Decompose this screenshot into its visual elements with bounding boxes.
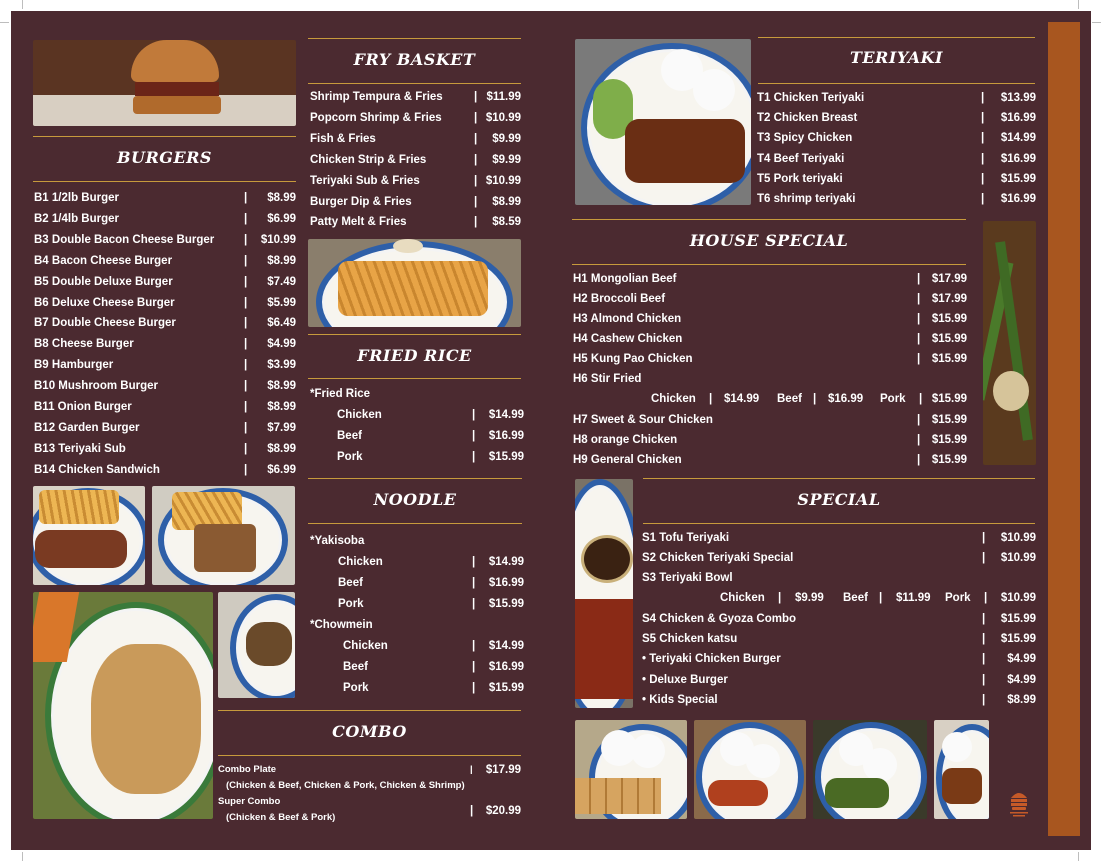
menu-item bbox=[34, 313, 296, 333]
menu-item-price: $10.99 bbox=[485, 111, 521, 124]
menu-item bbox=[310, 447, 524, 467]
menu-item-name: Chicken Strip & Fries bbox=[310, 153, 427, 166]
separator: | bbox=[917, 434, 921, 446]
separator: | bbox=[472, 409, 476, 421]
menu-item-name: Beef bbox=[337, 429, 362, 442]
menu-item bbox=[310, 594, 524, 614]
menu-item bbox=[573, 309, 967, 329]
menu-item bbox=[573, 450, 967, 470]
menu-item bbox=[642, 670, 1036, 690]
fried-rice-photo bbox=[33, 592, 213, 819]
menu-item-name: • Deluxe Burger bbox=[642, 673, 728, 686]
menu-item-price: $9.99 bbox=[492, 153, 521, 166]
menu-item-price: $14.99 bbox=[488, 556, 524, 568]
rice-plate-photo-3 bbox=[813, 720, 927, 819]
menu-item-name: Beef bbox=[338, 576, 363, 589]
menu-item-name: B7 Double Cheese Burger bbox=[34, 317, 176, 330]
menu-item bbox=[34, 230, 296, 250]
separator: | bbox=[981, 132, 985, 145]
menu-item bbox=[310, 171, 521, 191]
noodle-photo bbox=[218, 592, 295, 698]
menu-item-price: $15.99 bbox=[488, 450, 524, 463]
menu-item bbox=[310, 426, 524, 446]
rice-plate-photo-4 bbox=[934, 720, 989, 819]
menu-item-price: $16.99 bbox=[1000, 193, 1036, 205]
separator: | bbox=[917, 414, 921, 426]
menu-item bbox=[34, 397, 296, 417]
menu-item-price: $10.99 bbox=[1000, 552, 1036, 565]
separator: | bbox=[982, 633, 986, 646]
menu-item bbox=[310, 657, 524, 677]
separator: | bbox=[474, 132, 478, 145]
fry-basket-heading: FRY BASKET bbox=[353, 50, 476, 69]
separator: | bbox=[244, 463, 248, 476]
menu-item-name: S2 Chicken Teriyaki Special bbox=[642, 552, 794, 565]
crop-mark bbox=[1092, 22, 1101, 23]
menu-item-name: B4 Bacon Cheese Burger bbox=[34, 254, 173, 267]
separator: | bbox=[472, 450, 476, 463]
separator: | bbox=[472, 597, 476, 610]
menu-item-detail: (Chicken & Beef & Pork) bbox=[226, 812, 336, 823]
menu-item-name: Popcorn Shrimp & Fries bbox=[310, 111, 442, 124]
menu-item-price: $16.99 bbox=[1000, 152, 1036, 165]
separator: | bbox=[982, 552, 986, 565]
menu-item bbox=[310, 405, 524, 425]
menu-item-price: $15.99 bbox=[931, 414, 967, 426]
separator: | bbox=[244, 317, 248, 330]
noodle-heading: NOODLE bbox=[373, 490, 457, 509]
burgers-heading: BURGERS bbox=[117, 148, 212, 167]
menu-item-price: $8.59 bbox=[492, 216, 521, 229]
menu-item: Chicken | $14.99 Beef | $16.99 Pork | $15.99 bbox=[651, 393, 967, 405]
sandwich-fries-photo bbox=[33, 486, 145, 585]
menu-item-price: $7.99 bbox=[267, 421, 296, 434]
menu-item bbox=[34, 334, 296, 354]
menu-item bbox=[34, 439, 296, 459]
menu-item-price: $11.99 bbox=[486, 91, 521, 103]
menu-item-name: B1 1/2lb Burger bbox=[34, 192, 119, 204]
menu-item-name: Teriyaki Sub & Fries bbox=[310, 174, 420, 187]
menu-item-price: $8.99 bbox=[1007, 693, 1036, 706]
separator: | bbox=[244, 442, 248, 455]
menu-item bbox=[310, 129, 521, 149]
separator: | bbox=[917, 353, 921, 365]
separator: | bbox=[244, 421, 248, 434]
menu-item-name: B9 Hamburger bbox=[34, 359, 114, 372]
menu-item-name: Burger Dip & Fries bbox=[310, 195, 412, 208]
menu-item-name: B5 Double Deluxe Burger bbox=[34, 275, 173, 288]
menu-item bbox=[310, 552, 524, 572]
menu-item-name: Pork bbox=[337, 450, 363, 463]
katsu-photo bbox=[575, 479, 633, 708]
menu-item bbox=[642, 649, 1036, 669]
separator: | bbox=[982, 673, 986, 686]
menu-item-name: Chicken bbox=[343, 640, 388, 652]
separator: | bbox=[982, 693, 986, 706]
menu-item-name: • Teriyaki Chicken Burger bbox=[642, 653, 781, 666]
menu-item-name: B3 Double Bacon Cheese Burger bbox=[34, 233, 215, 246]
menu-item-price: $8.99 bbox=[267, 401, 296, 413]
fries-fish-photo bbox=[308, 239, 521, 327]
menu-item-name: T2 Chicken Breast bbox=[757, 112, 858, 125]
menu-item-price: $10.99 bbox=[485, 174, 521, 187]
menu-item-name: B12 Garden Burger bbox=[34, 421, 140, 434]
separator: | bbox=[982, 532, 986, 544]
stir-fry-photo bbox=[983, 221, 1036, 465]
separator: | bbox=[917, 313, 921, 325]
menu-item-name: Beef bbox=[343, 660, 368, 673]
crop-mark bbox=[1078, 0, 1079, 9]
menu-item-price: $4.99 bbox=[1007, 673, 1036, 686]
menu-subheading: *Yakisoba bbox=[310, 535, 365, 547]
separator: | bbox=[244, 233, 248, 246]
separator: | bbox=[982, 613, 986, 625]
menu-item-price: | $20.99 bbox=[470, 805, 521, 817]
menu-item-name: T1 Chicken Teriyaki bbox=[757, 92, 865, 104]
menu-item-name: • Kids Special bbox=[642, 693, 718, 706]
menu-item-name: H5 Kung Pao Chicken bbox=[573, 353, 693, 365]
menu-item bbox=[34, 272, 296, 292]
menu-item bbox=[310, 678, 524, 698]
menu-item-name: T6 shrimp teriyaki bbox=[757, 193, 856, 205]
menu-item-name: B14 Chicken Sandwich bbox=[34, 463, 160, 476]
menu-item-price: $17.99 bbox=[931, 273, 967, 285]
separator: | bbox=[917, 454, 921, 466]
menu-item-price: $15.99 bbox=[488, 597, 524, 610]
menu-item: Super Combo bbox=[218, 796, 281, 807]
menu-subheading: *Fried Rice bbox=[310, 388, 371, 400]
menu-item bbox=[757, 149, 1036, 169]
menu-item-price: $15.99 bbox=[488, 681, 524, 694]
menu-item-price: $4.99 bbox=[1007, 653, 1036, 666]
menu-item-name: H8 orange Chicken bbox=[573, 434, 678, 446]
menu-item-price: $16.99 bbox=[1000, 112, 1036, 125]
menu-item bbox=[34, 188, 296, 208]
separator: | bbox=[474, 91, 478, 103]
rice-plate-photo-2 bbox=[694, 720, 806, 819]
menu-item-name: H1 Mongolian Beef bbox=[573, 273, 677, 285]
combo-heading: COMBO bbox=[332, 722, 407, 741]
menu-item-name: Pork bbox=[343, 681, 369, 694]
separator: | bbox=[244, 254, 248, 267]
separator: | bbox=[981, 112, 985, 125]
separator: | bbox=[244, 192, 248, 204]
menu-item bbox=[642, 609, 1036, 629]
menu-item bbox=[573, 329, 967, 349]
menu-item bbox=[34, 376, 296, 396]
menu-item bbox=[573, 349, 967, 369]
menu-item: Chicken | $9.99 Beef | $11.99 Pork | $10.99 bbox=[720, 592, 1036, 604]
menu-item-name: B11 Onion Burger bbox=[34, 401, 132, 413]
menu-item-name: S4 Chicken & Gyoza Combo bbox=[642, 613, 797, 625]
menu-item-name: Patty Melt & Fries bbox=[310, 216, 407, 229]
separator: | bbox=[474, 111, 478, 124]
separator: | bbox=[244, 275, 248, 288]
menu-item-name: B2 1/4lb Burger bbox=[34, 212, 119, 225]
menu-item bbox=[310, 212, 521, 232]
separator: | bbox=[474, 174, 478, 187]
menu-item-price: $15.99 bbox=[931, 454, 967, 466]
menu-item-detail: (Chicken & Beef, Chicken & Pork, Chicken & Shrimp) bbox=[226, 780, 465, 791]
crop-mark bbox=[0, 22, 9, 23]
menu-item bbox=[34, 293, 296, 313]
menu-item-name: B6 Deluxe Cheese Burger bbox=[34, 296, 175, 309]
menu-item-name: S1 Tofu Teriyaki bbox=[642, 532, 730, 544]
menu-item-name: B10 Mushroom Burger bbox=[34, 380, 158, 393]
menu-item bbox=[573, 289, 967, 309]
menu-item bbox=[34, 460, 296, 480]
menu-item-name: B13 Teriyaki Sub bbox=[34, 442, 126, 455]
menu-item-price: $10.99 bbox=[1000, 532, 1036, 544]
menu-item bbox=[757, 88, 1036, 108]
separator: | bbox=[981, 92, 985, 104]
menu-subheading: S3 Teriyaki Bowl bbox=[642, 572, 733, 584]
special-heading: SPECIAL bbox=[797, 490, 881, 509]
menu-item bbox=[573, 410, 967, 430]
menu-item-price: $14.99 bbox=[488, 640, 524, 652]
rice-plate-photo-1 bbox=[575, 720, 687, 819]
menu-item-price: $5.99 bbox=[267, 296, 296, 309]
burger-photo bbox=[33, 40, 296, 126]
crop-mark bbox=[22, 0, 23, 9]
menu-item bbox=[310, 636, 524, 656]
menu-item-price: $9.99 bbox=[492, 132, 521, 145]
menu-item bbox=[34, 418, 296, 438]
menu-item bbox=[310, 108, 521, 128]
menu-item-name: H2 Broccoli Beef bbox=[573, 293, 666, 305]
menu-item-name: B8 Cheese Burger bbox=[34, 338, 134, 351]
teriyaki-heading: TERIYAKI bbox=[849, 48, 944, 67]
menu-item bbox=[310, 192, 521, 212]
separator: | bbox=[472, 429, 476, 442]
separator: | bbox=[472, 640, 476, 652]
menu-subheading: *Chowmein bbox=[310, 619, 373, 631]
menu-item-price: $3.99 bbox=[267, 359, 296, 372]
menu-item-price: $13.99 bbox=[1000, 92, 1036, 104]
menu-item-price: $16.99 bbox=[488, 576, 524, 589]
menu-item-price: $17.99 bbox=[931, 293, 967, 305]
separator: | bbox=[474, 195, 478, 208]
separator: | bbox=[472, 681, 476, 694]
separator: | bbox=[472, 576, 476, 589]
separator: | bbox=[982, 653, 986, 666]
menu-item bbox=[757, 189, 1036, 209]
menu-item-name: H3 Almond Chicken bbox=[573, 313, 682, 325]
menu-item-price: $15.99 bbox=[931, 434, 967, 446]
teriyaki-photo bbox=[575, 39, 751, 205]
menu-item bbox=[573, 430, 967, 450]
menu-item-price: $7.49 bbox=[267, 275, 296, 288]
menu-item-price: $8.99 bbox=[267, 380, 296, 393]
menu-item bbox=[757, 108, 1036, 128]
menu-item-name: S5 Chicken katsu bbox=[642, 633, 738, 646]
menu-item bbox=[642, 528, 1036, 548]
menu-item-price: $4.99 bbox=[267, 338, 296, 351]
separator: | bbox=[917, 293, 921, 305]
separator: | bbox=[244, 380, 248, 393]
crop-mark bbox=[1078, 852, 1079, 861]
separator: | bbox=[474, 216, 478, 229]
menu-item-price: $15.99 bbox=[931, 353, 967, 365]
separator: | bbox=[917, 273, 921, 285]
menu-item-name: Pork bbox=[338, 597, 364, 610]
separator: | bbox=[474, 153, 478, 166]
menu-item bbox=[310, 150, 521, 170]
menu-item-price: $8.99 bbox=[267, 442, 296, 455]
menu-item-price: $8.99 bbox=[492, 195, 521, 208]
menu-item-price: $8.99 bbox=[267, 254, 296, 267]
crop-mark bbox=[22, 852, 23, 861]
menu-item-price: $14.99 bbox=[488, 409, 524, 421]
menu-item bbox=[642, 629, 1036, 649]
separator: | bbox=[244, 296, 248, 309]
menu-item-name: T4 Beef Teriyaki bbox=[757, 152, 845, 165]
menu-item-name: Shrimp Tempura & Fries bbox=[310, 91, 443, 103]
menu-item bbox=[573, 269, 967, 289]
menu-subheading: H6 Stir Fried bbox=[573, 373, 642, 385]
menu-item-price: $15.99 bbox=[1000, 613, 1036, 625]
separator: | bbox=[981, 193, 985, 205]
separator: | bbox=[981, 172, 985, 185]
menu-item bbox=[34, 209, 296, 229]
separator: | bbox=[472, 556, 476, 568]
menu-item-price: $8.99 bbox=[267, 192, 296, 204]
menu-item-name: T3 Spicy Chicken bbox=[757, 132, 853, 145]
menu-item bbox=[34, 355, 296, 375]
separator: | bbox=[244, 401, 248, 413]
menu-item-price: $6.99 bbox=[267, 463, 296, 476]
menu-item bbox=[310, 87, 521, 107]
menu-item-price: $15.99 bbox=[1000, 633, 1036, 646]
separator: | bbox=[472, 660, 476, 673]
menu-item-price: $15.99 bbox=[931, 333, 967, 345]
menu-item bbox=[757, 169, 1036, 189]
menu-item-name: H7 Sweet & Sour Chicken bbox=[573, 414, 713, 426]
menu-item-price: $15.99 bbox=[1000, 172, 1036, 185]
burger-logo-icon bbox=[1008, 788, 1030, 818]
house-special-heading: HOUSE SPECIAL bbox=[689, 231, 849, 250]
menu-item-price: $16.99 bbox=[488, 660, 524, 673]
menu-item-price: $6.49 bbox=[267, 317, 296, 330]
separator: | bbox=[244, 212, 248, 225]
menu-item-name: T5 Pork teriyaki bbox=[757, 172, 843, 185]
menu-item-name: Fish & Fries bbox=[310, 132, 376, 145]
menu-item-price: $16.99 bbox=[488, 429, 524, 442]
menu-item-name: H9 General Chicken bbox=[573, 454, 682, 466]
separator: | bbox=[244, 338, 248, 351]
menu-item bbox=[34, 251, 296, 271]
menu-item bbox=[757, 128, 1036, 148]
menu-item: Combo Plate | $17.99 bbox=[218, 764, 521, 776]
menu-item-name: H4 Cashew Chicken bbox=[573, 333, 683, 345]
menu-item-price: $10.99 bbox=[260, 233, 296, 246]
separator: | bbox=[981, 152, 985, 165]
separator: | bbox=[917, 333, 921, 345]
side-stripe bbox=[1048, 22, 1080, 836]
menu-item-price: $15.99 bbox=[931, 313, 967, 325]
separator: | bbox=[244, 359, 248, 372]
menu-item-price: $6.99 bbox=[267, 212, 296, 225]
menu-item-price: $14.99 bbox=[1000, 132, 1036, 145]
fried-rice-heading: FRIED RICE bbox=[357, 346, 472, 365]
melt-fries-photo bbox=[152, 486, 295, 585]
menu-item bbox=[642, 548, 1036, 568]
menu-item-name: Chicken bbox=[337, 409, 382, 421]
menu-item bbox=[642, 690, 1036, 710]
menu-item-name: Chicken bbox=[338, 556, 383, 568]
menu-item bbox=[310, 573, 524, 593]
